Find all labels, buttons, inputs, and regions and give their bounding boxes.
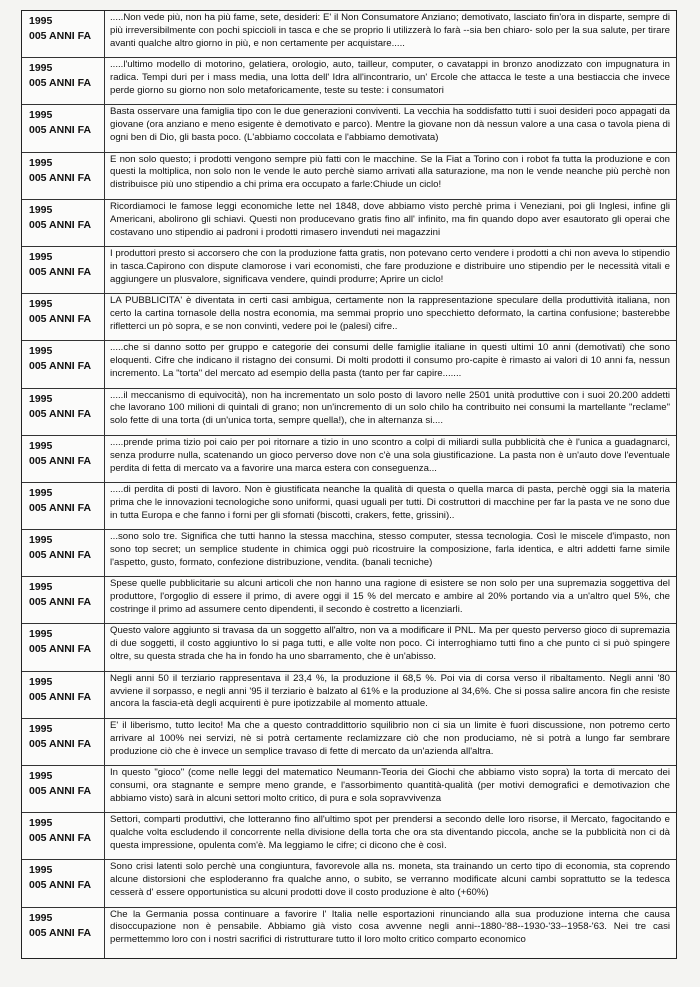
table-row [22,247,676,294]
year-label: 1995 [29,62,53,75]
entry-text: Questo valore aggiunto si travasa da un soggetto all'altro, non va a modificare il PNL. Ma per questo perverso gioco di supremazia di due soggetti, il costo aggiuntivo lo si paga tutti, e alle volte non poco. Ci interroghiamo tutti fino a che punto ci si può spingere oltre, su questa strada che ha in fondo ha uno sbarramento, che è un'abisso. [110,625,670,663]
year-label: 1995 [29,109,53,122]
years-ago-label: 005 ANNI FA [29,218,92,231]
table-row [22,11,676,58]
year-label: 1995 [29,911,53,924]
entry-text-cell [105,58,676,104]
table-row [22,58,676,105]
date-cell [22,483,105,529]
entry-text: LA PUBBLICITA' è diventata in certi casi ambigua, certamente non la rappresentazione speculare della produttività italiana, non certo la cartina tornasole della nostra economia, ma semmai proprio uno specchietto deformato, la cartina confusione; basterebbe rifletterci un pò sopra, e se non convinti, vedere poi le (palesi) cifre.. [110,295,670,332]
entry-text: Basta osservare una famiglia tipo con le due generazioni conviventi. La vecchia ha soddisfatto tutti i suoi desideri poco appagati da giovane (ora anziano e meno esigente è demotivato e parco). Mentre la giovane non dà nessun valore a una casa o tavola piena di ogni ben di Dio, gli basta poco. (L'abbiamo coccolata e l'abbiamo demotivata) [110,106,670,144]
year-label: 1995 [29,770,53,782]
entry-text-cell [105,530,676,576]
year-label: 1995 [29,15,53,27]
year-label: 1995 [29,250,53,263]
year-label: 1995 [29,722,53,735]
year-label: 1995 [29,298,53,311]
years-ago-label: 005 ANNI FA [29,407,92,420]
entry-text-cell [105,719,676,765]
year-label: 1995 [29,203,53,216]
year-label: 1995 [29,156,53,169]
years-ago-label: 005 ANNI FA [29,501,92,514]
entry-text: .....che si danno sotto per gruppo e categorie dei consumi delle famiglie italiane in questi ultimi 10 anni (demotivati) che sono eloquenti. Cifre che indicano il ristagno dei consumi. Di molti prodotti il consumo pro-capite è rimasto ai valori di 10 anni fa, nessun incremento. La "torta" del mercato ad esempio della pasta (tanto per far capire....... [110,342,670,380]
date-cell [22,153,105,199]
date-cell [22,672,105,718]
year-label: 1995 [29,439,53,452]
date-cell [22,577,105,623]
year-label: 1995 [29,581,53,594]
date-cell [22,200,105,246]
years-ago-label: 005 ANNI FA [29,737,92,750]
entry-text-cell [105,908,676,958]
table-row [22,908,676,958]
year-label: 1995 [29,345,53,358]
years-ago-label: 005 ANNI FA [29,832,92,845]
years-ago-label: 005 ANNI FA [29,596,92,609]
year-label: 1995 [29,628,53,641]
years-ago-label: 005 ANNI FA [29,30,92,42]
entry-text: Settori, comparti produttivi, che lotteranno fino all'ultimo spot per prendersi a secondo delle loro risorse, il Mercato, fagocitando e qualche volta escludendo il concorrente nella divisione della torta che ora sta diventando piccola, anche se la pubblicità non ci dà questa impressione, opulenta com'è. Ma leggiamo le cifre; ci dicono che è così. [110,814,670,851]
entry-text: .....prende prima tizio poi caio per poi ritornare a tizio in uno scontro a colpi di miliardi sulla pubblicità che è l'unica a guadagnarci, senza produrre nulla, scatenando un gioco perverso dove non c'è una sola giustificazione. La pasta non è un'auto dove l'eventuale perdita di fetta di mercato va a favorire una marca estera con conseguenza... [110,436,670,474]
entry-text-cell [105,577,676,623]
table-row [22,624,676,671]
entry-text-cell [105,860,676,906]
entry-text: E' il liberismo, tutto lecito! Ma che a questo contraddittorio squilibrio non ci sia un limite è fuori discussione, non potremo certo arrivare al 100% nei servizi, nè si potrà certamente reclamizzare ciò che non produciamo, nè si potrà a lungo far sembrare produzione ciò che è invece un semplice travaso di fette di mercato da un'azienda all'altra. [110,719,670,757]
chronicle-table [21,10,677,959]
date-cell [22,624,105,670]
entry-text-cell [105,483,676,529]
entry-text-cell [105,436,676,482]
entry-text-cell [105,11,676,57]
entry-text: Spese quelle pubblicitarie su alcuni articoli che non hanno una ragione di esistere se non solo per una supremazia soggettiva del produttore, l'orgoglio di essere il primo, di avere oggi il 15 % del mercato e ambire al 20% portando via a un'altro quel 5%, che costringe il primo ad assumere cento dipendenti, il secondo è costretto a licenziarli. [110,578,670,616]
date-cell [22,530,105,576]
years-ago-label: 005 ANNI FA [29,77,92,90]
table-row [22,436,676,483]
entry-text: Negli anni 50 il terziario rappresentava il 23,4 %, la produzione il 68,5 %. Poi via di corsa verso il ribaltamento. Negli anni '80 avviene il sorpasso, e negli anni '95 il terziario è balzato al 61% e la produzione al 34,6%. Che si possa salire ancora fin che resiste ancora la fascia-età degli acquirenti è pure ipotizzabile al momento attuale. [110,672,670,710]
year-label: 1995 [29,534,53,547]
date-cell [22,860,105,906]
year-label: 1995 [29,392,53,405]
years-ago-label: 005 ANNI FA [29,313,92,326]
date-cell [22,11,105,57]
table-row [22,766,676,813]
years-ago-label: 005 ANNI FA [29,785,92,797]
entry-text-cell [105,105,676,151]
years-ago-label: 005 ANNI FA [29,690,92,703]
entry-text-cell [105,813,676,859]
years-ago-label: 005 ANNI FA [29,360,92,373]
date-cell [22,436,105,482]
table-row [22,341,676,388]
date-cell [22,389,105,435]
table-row [22,105,676,152]
entry-text-cell [105,341,676,387]
entry-text-cell [105,153,676,199]
table-row [22,153,676,200]
years-ago-label: 005 ANNI FA [29,124,92,137]
entry-text: .....di perdita di posti di lavoro. Non è giustificata neanche la qualità di questa o quella marca di pasta, perchè oggi sia la materia prima che le innovazioni tecnologiche sono uniformi, quasi uguali per tutti. Di costruttori di macchine per far la pasta ve ne sono due in tutta Europa e che fanno i forni per gli sfornati (biscotti, crakers, fette, grissini).. [110,483,670,521]
entry-text: ...sono solo tre. Significa che tutti hanno la stessa macchina, stesso computer, stessa tecnologia. Così le miscele d'impasto, non sono top secret; un semplice studente in chimica oggi può ricostruire la composizione, farla identica, e altri addetti farne simile l'aspetto, gusto, formato, confezione distribuzione, vendita. (banali tecniche) [110,531,670,568]
entry-text-cell [105,389,676,435]
entry-text: .....Non vede più, non ha più fame, sete, desideri: E' il Non Consumatore Anziano; demotivato, lasciato fin'ora in disparte, sempre di più irreversibilmente con pochi spiccioli in tasca e che se proprio li utilizzerà lo farà --sia ben chiaro- solo per la sua salute, per tirare avanti qualche altro giorno in più, e non certamente per acquistare..... [110,12,670,49]
table-row [22,719,676,766]
year-label: 1995 [29,675,53,688]
table-row [22,483,676,530]
table-row [22,813,676,860]
table-row [22,860,676,907]
entry-text: E non solo questo; i prodotti vengono sempre più fatti con le macchine. Se la Fiat a Torino con i robot fa tutta la produzione e con questi la moltiplica, non solo non le vende le auto perchè siamo arrivati alla saturazione, ma non le vende neanche più perchè non distribuisce più uno stipendio a chi prima era occupato a farle:Chiude un ciclo! [110,153,670,191]
date-cell [22,719,105,765]
date-cell [22,341,105,387]
years-ago-label: 005 ANNI FA [29,549,92,562]
entry-text-cell [105,672,676,718]
entry-text: In questo "gioco" (come nelle leggi del matematico Neumann-Teoria dei Giochi che abbiamo visto sopra) la torta di mercato dei consumi, ora stagnante e sempre meno grande, e l'assorbimento quantità-qualità (per motivi demografici e demotivazion che abbiamo visto) sarà in alcuni settori molto critico, di pura e sola sopravvivenza [110,767,670,804]
date-cell [22,766,105,812]
years-ago-label: 005 ANNI FA [29,643,92,656]
entry-text-cell [105,247,676,293]
years-ago-label: 005 ANNI FA [29,265,92,278]
year-label: 1995 [29,486,53,499]
table-row [22,672,676,719]
entry-text: .....il meccanismo di equivocità), non ha incrementato un solo posto di lavoro nelle 2501 unità produttive con i suoi 20.200 addetti che lavorano 100 milioni di quintali di grano; non un'incremento di un solo chilo ha contribuito nei consumi la martellante "reclame" solo fette di una torta (di un'unica torta, sempre quella!), che in alternanza si.... [110,389,670,427]
date-cell [22,105,105,151]
years-ago-label: 005 ANNI FA [29,454,92,467]
entry-text-cell [105,624,676,670]
years-ago-label: 005 ANNI FA [29,171,92,184]
entry-text: Ricordiamoci le famose leggi economiche lette nel 1848, dove abbiamo visto perchè prima i Veneziani, poi gli Inglesi, infine gli Americani, abolirono gli schiavi. Questi non producevano gratis fino all' infinito, ma fin quando dopo aver esautorato gli operai che costavano uno stipendio ai padroni i prodotti rimasero invenduti nei magazzini [110,200,670,238]
year-label: 1995 [29,864,53,877]
entry-text-cell [105,200,676,246]
entry-text: I produttori presto si accorsero che con la produzione fatta gratis, non potevano certo vendere i prodotti a chi non aveva lo stipendio in tasca.Capirono con dispute clamorose i vari economisti, che fare produzione e distribuire uno stipendio per le necessità vitali e aggiungere un plusvalore, significava vendere, quindi produrre; Aprire un ciclo! [110,247,670,285]
date-cell [22,58,105,104]
table-row [22,389,676,436]
entry-text: Sono crisi latenti solo perchè una congiuntura, favorevole alla ns. moneta, sta trainando un certo tipo di economia, sta coprendo alcune distorsioni che esploderanno fra qualche anno, o subito, se verranno modificate alcuni cambi soprattutto se la tedesca cesserà d' essere opportunistica su alcuni prodotti dove il costo produzione è alto (+60%) [110,861,670,899]
date-cell [22,908,105,958]
year-label: 1995 [29,817,53,830]
table-row [22,294,676,341]
date-cell [22,247,105,293]
entry-text-cell [105,294,676,340]
entry-text: Che la Germania possa continuare a favorire l' Italia nelle esportazioni rinunciando alla sua produzione interna che causa disoccupazione non è pensabile. Abbiamo già visto cosa avvenne negli anni--1880-'88--1930-'33--1958-'63. Nei tre casi permettemmo loro con i nostri sacrifici di ristrutturare tutto il loro molto critico comparto economico [110,908,670,946]
date-cell [22,294,105,340]
table-row [22,200,676,247]
years-ago-label: 005 ANNI FA [29,926,92,939]
table-row [22,530,676,577]
entry-text-cell [105,766,676,812]
table-row [22,577,676,624]
date-cell [22,813,105,859]
years-ago-label: 005 ANNI FA [29,879,92,892]
entry-text: .....l'ultimo modello di motorino, gelatiera, orologio, auto, tailleur, computer, o cavatappi in bronzo anodizzato con impugnatura in radica. Tempi duri per i mass media, una lotta dell' Idra all'incontrario, un' Ercole che attacca le teste a una bestiaccia che invece perde giorno su giorno non solo metaforicamente, teste su teste: i consumatori [110,59,670,96]
